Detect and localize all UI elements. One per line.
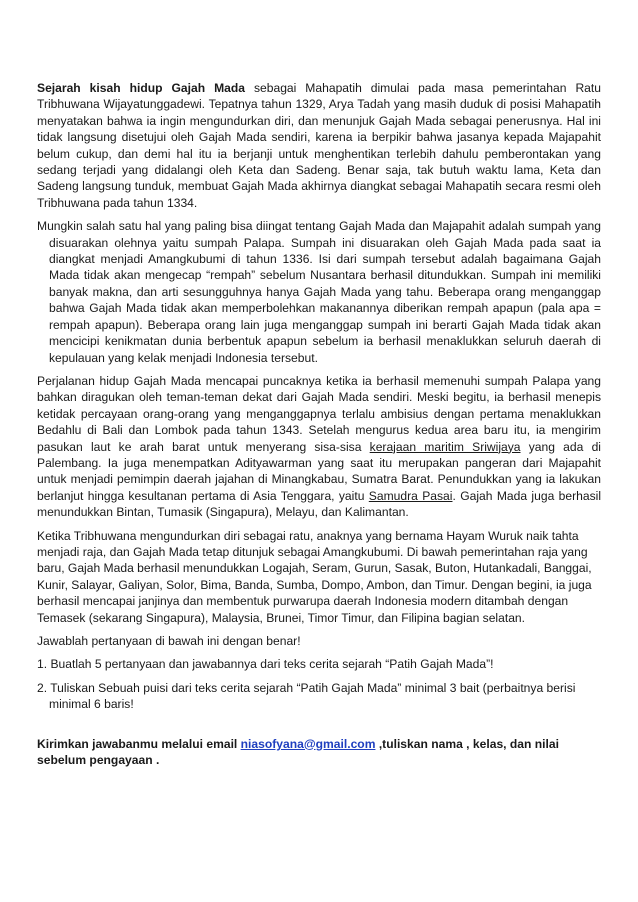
paragraph-perjalanan <box>37 373 601 521</box>
document-page <box>37 80 601 775</box>
paragraph-text: Ketika Tribhuwana mengundurkan diri sebagai ratu, anaknya yang bernama Hayam Wuruk naik tahta menjadi raja, dan Gajah Mada tetap ditunjuk sebagai Amangkubumi. Di bawah pemerintahan raja yang baru, Gajah Mada berhasil menundukkan Logajah, Seram, Gurun, Sasak, Buton, Hutankadali, Banggai, Kunir, Salayar, Galiyan, Solor, Bima, Banda, Sumba, Dompo, Ambon, dan Timur. Dengan begini, ia juga berhasil mencapai janjinya dan membentuk purwarupa daerah Indonesia modern ditambah dengan Temasek (sekarang Singapura), Malaysia, Brunei, Timor Timur, dan Filipina bagian selatan. <box>37 528 592 625</box>
link-kerajaan-sriwijaya[interactable]: kerajaan maritim Sriwijaya <box>369 439 521 454</box>
submission-text: ,tuliskan nama , kelas, dan nilai sebelum pengayaan . <box>37 736 559 768</box>
paragraph-text: sebagai Mahapatih dimulai pada masa pemerintahan Ratu Tribhuwana Wijayatunggadewi. Tepatnya tahun 1329, Arya Tadah yang masih duduk di posisi Mahapatih menyatakan bahwa ia ingin mengundurkan diri, dan menunjuk Gajah Mada sebagai penerusnya. Hal ini tidak langsung disetujui oleh Gajah Mada sendiri, karena ia berpikir bahwa jasanya kepada Majapahit belum cukup, dan demi hal itu ia berjanji untuk menghentikan terlebih dahulu pemberontakan yang sedang terjadi yang didalangi oleh Keta dan Sadeng. Benar saja, tak butuh waktu lama, Keta dan Sadeng langsung tunduk, membuat Gajah Mada akhirnya diangkat sebagai Mahapatih secara resmi oleh Tribhuwana pada tahun 1334. <box>37 81 601 210</box>
instructions-intro: Jawablah pertanyaan di bawah ini dengan benar! <box>37 634 301 648</box>
submission-text: Kirimkan jawabanmu melalui email <box>37 736 241 751</box>
paragraph-sumpah-palapa <box>37 218 601 366</box>
paragraph-text: Perjalanan hidup Gajah Mada mencapai puncaknya ketika ia berhasil memenuhi sumpah Palapa yang bahkan diragukan oleh teman-teman dekat dari Gajah Mada sendiri. Meski begitu, ia berhasil menepis ketidak percayaan orang-orang yang menganggapnya terlalu ambisius dengan pertama menaklukkan Bedahlu di Bali dan Lombok pada tahun 1343. Setelah mengurus kedua area baru itu, ia mengirim pasukan laut ke arah barat untuk menyerang sisa-sisa <box>37 373 601 454</box>
paragraph-text: Mungkin salah satu hal yang paling bisa diingat tentang Gajah Mada dan Majapahit adalah sumpah yang disuarakan olehnya yaitu sumpah Palapa. Sumpah ini disuarakan oleh Gajah Mada pada saat ia diangkat menjadi Amangkubumi di tahun 1336. Isi dari sumpah tersebut adalah bagaimana Gajah Mada tidak akan mengecap “rempah” sebelum Nusantara berhasil ditundukkan. Sumpah ini memiliki banyak makna, dan arti sesungguhnya hanya Gajah Mada yang tahu. Beberapa orang menganggap bahwa Gajah Mada tidak akan memperbolehkan makanannya diberikan rempah apapun (pala apa = rempah apapun). Beberapa orang lain juga menganggap sumpah ini berarti Gajah Mada tidak akan mencicipi kenikmatan dunia berbentuk apapun sebelum ia berhasil menaklukkan seluruh daerah di kepulauan yang kelak menjadi Indonesia tersebut. <box>37 219 601 365</box>
link-samudra-pasai[interactable]: Samudra Pasai <box>368 488 453 503</box>
paragraph-text: . Gajah Mada juga berhasil menundukkan Bintan, Tumasik (Singapura), Melayu, dan Kalimantan. <box>37 488 602 520</box>
question-2: 2. Tuliskan Sebuah puisi dari teks cerita sejarah “Patih Gajah Mada” minimal 3 bait (perbaitnya berisi minimal 6 baris! <box>37 680 576 712</box>
email-link[interactable]: niasofyana@gmail.com <box>240 736 376 751</box>
paragraph-intro <box>37 80 601 211</box>
submission-note <box>37 736 601 769</box>
question-1: 1. Buatlah 5 pertanyaan dan jawabannya dari teks cerita sejarah “Patih Gajah Mada”! <box>37 657 494 672</box>
paragraph-hayam-wuruk <box>37 528 601 626</box>
spacer <box>37 720 601 736</box>
paragraph-text: yang ada di Palembang. Ia juga menempatkan Adityawarman yang saat itu merupakan pangeran dari Majapahit untuk menjadi pemimpin daerah jajahan di Minangkabau, Sumatra Barat. Penundukkan yang ia lakukan berlanjut hingga kesultanan pertama di Asia Tenggara, yaitu <box>37 439 601 503</box>
paragraph-lead: Sejarah kisah hidup Gajah Mada <box>37 81 245 95</box>
